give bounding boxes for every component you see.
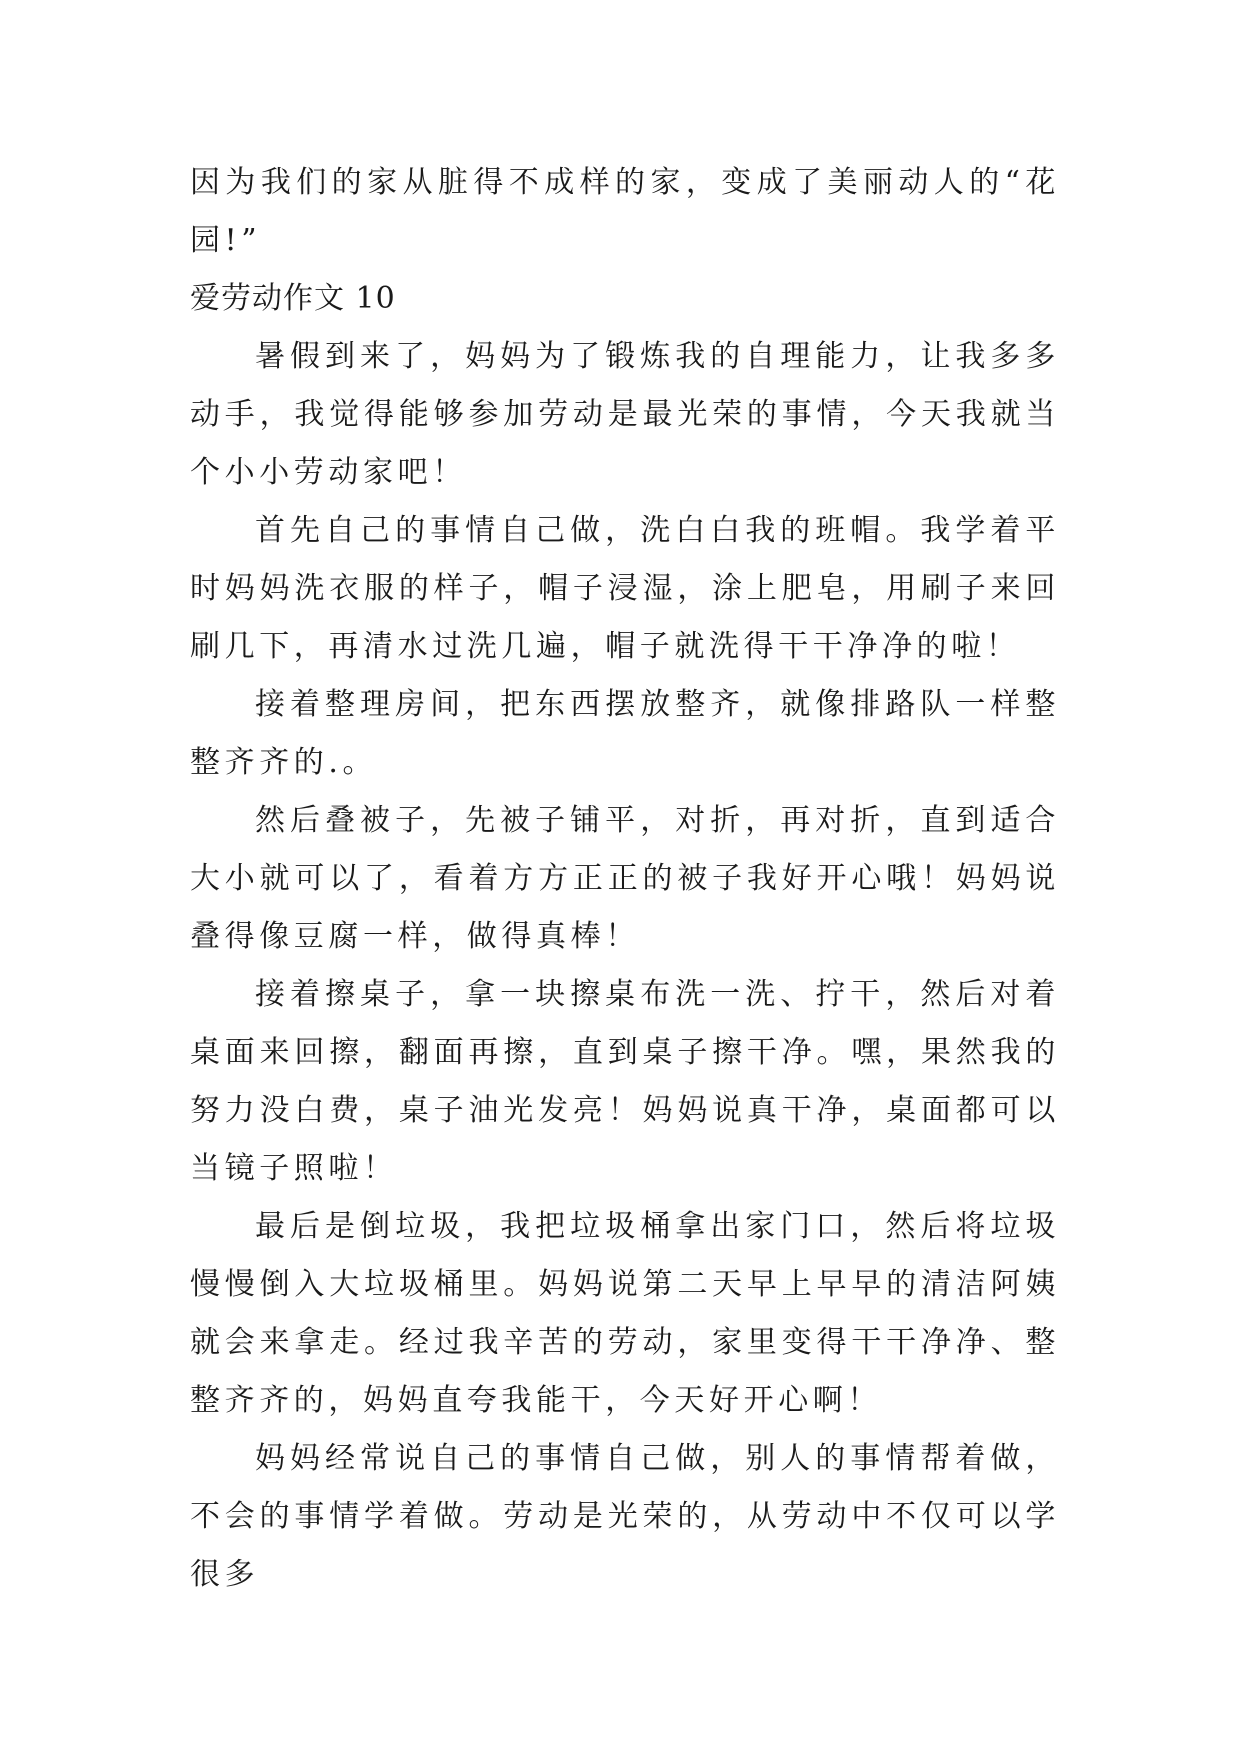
paragraph-6: 最后是倒垃圾，我把垃圾桶拿出家门口，然后将垃圾慢慢倒入大垃圾桶里。妈妈说第二天早上早早的清洁阿姨就会来拿走。经过我辛苦的劳动，家里变得干干净净、整整齐齐的，妈妈直夸我能干，今天好开心啊！: [190, 1209, 1060, 1418]
paragraph-7: 妈妈经常说自己的事情自己做，别人的事情帮着做，不会的事情学着做。劳动是光荣的，从劳动中不仅可以学很多: [190, 1441, 1060, 1592]
paragraph-3: 接着整理房间，把东西摆放整齐，就像排路队一样整整齐齐的.。: [190, 687, 1060, 780]
paragraph-2: 首先自己的事情自己做，洗白白我的班帽。我学着平时妈妈洗衣服的样子，帽子浸湿，涂上肥皂，用刷子来回刷几下，再清水过洗几遍，帽子就洗得干干净净的啦！: [190, 513, 1060, 664]
paragraph-5: 接着擦桌子，拿一块擦桌布洗一洗、拧干，然后对着桌面来回擦，翻面再擦，直到桌子擦干净。嘿，果然我的努力没白费，桌子油光发亮！妈妈说真干净，桌面都可以当镜子照啦！: [190, 977, 1060, 1186]
document-body: [190, 154, 1060, 1604]
paragraph-1: 暑假到来了，妈妈为了锻炼我的自理能力，让我多多动手，我觉得能够参加劳动是最光荣的事情，今天我就当个小小劳动家吧！: [190, 339, 1060, 490]
paragraph-4: 然后叠被子，先被子铺平，对折，再对折，直到适合大小就可以了，看着方方正正的被子我好开心哦！妈妈说叠得像豆腐一样，做得真棒！: [190, 803, 1060, 954]
essay-heading: 爱劳动作文 10: [190, 281, 396, 316]
continuation-paragraph: 因为我们的家从脏得不成样的家，变成了美丽动人的“花园!”: [190, 165, 1060, 258]
